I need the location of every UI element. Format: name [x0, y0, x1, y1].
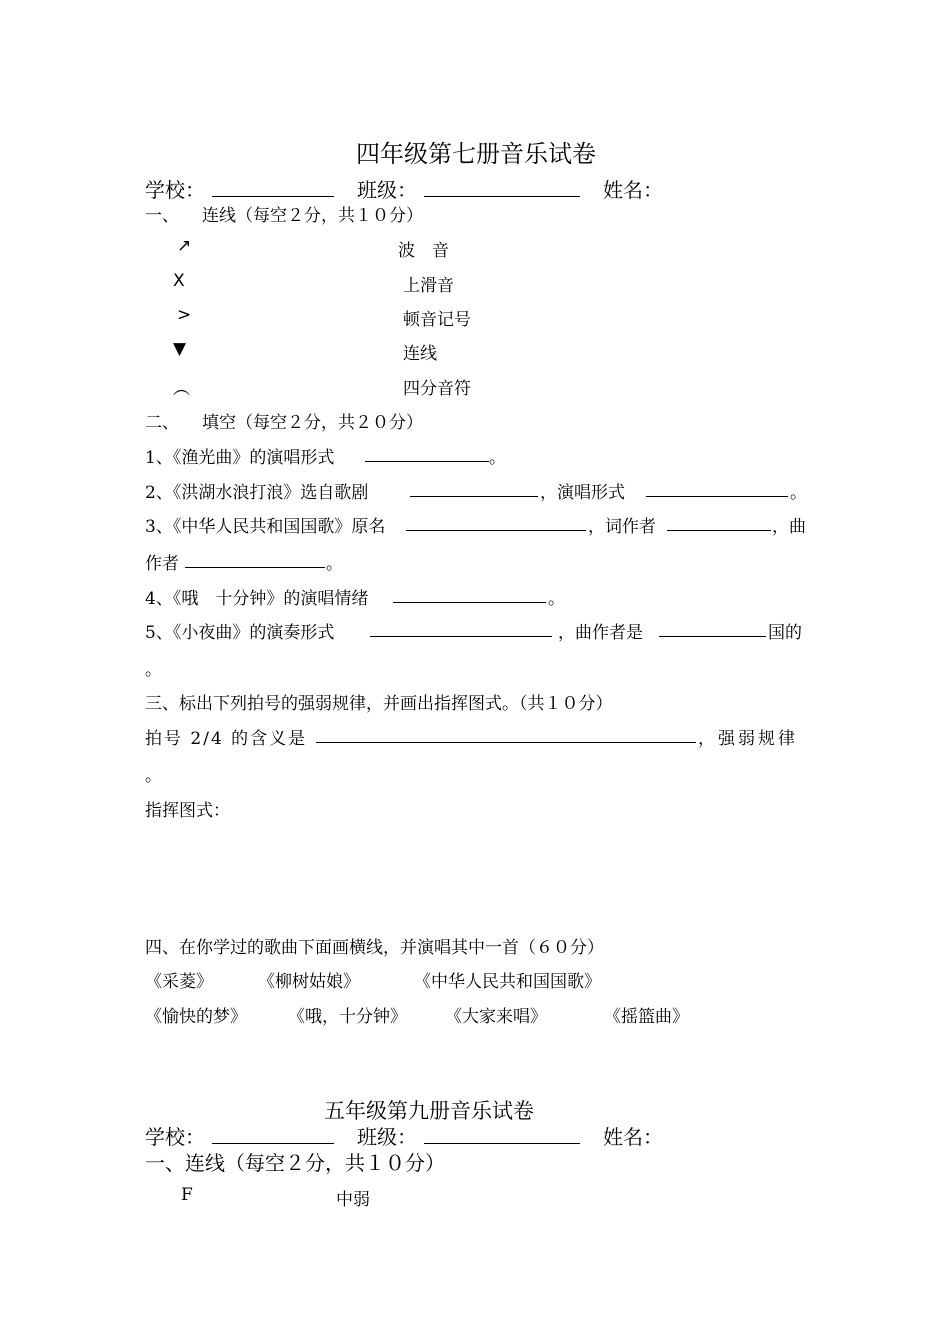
sec3-line1-end: 。	[145, 766, 162, 786]
exam2-sec1-heading: 一、连线（每空２分，共１０分）	[145, 1151, 445, 1175]
class-blank[interactable]	[424, 196, 580, 197]
sec3-line1: 拍号 2/4 的含义是	[145, 729, 308, 749]
exam2-symbol-f: F	[181, 1185, 193, 1205]
sec4-heading: 四、在你学过的歌曲下面画横线，并演唱其中一首（６０分）	[145, 938, 604, 958]
q4-end: 。	[548, 589, 565, 609]
symbol-glissando-up: ↗	[177, 236, 192, 256]
sec3-blank-meaning[interactable]	[316, 742, 696, 743]
sec1-heading: 连线（每空２分，共１０分）	[202, 206, 423, 226]
conducting-diagram-label: 指挥图式：	[145, 801, 230, 821]
term-tie: 连线	[403, 344, 437, 364]
q5-text: 5、《小夜曲》的演奏形式	[145, 623, 335, 643]
q5-mid: ，曲作者是	[558, 623, 643, 643]
sec1-number: 一、	[145, 206, 179, 226]
song-cailing[interactable]: 《采菱》	[145, 972, 213, 992]
term-quarter-note: 四分音符	[403, 379, 471, 399]
exam2-name-label: 姓名：	[603, 1125, 663, 1149]
exam2-title: 五年级第九册音乐试卷	[324, 1099, 534, 1123]
q2-text: 2、《洪湖水浪打浪》选自歌剧	[145, 483, 369, 503]
q3-end: 。	[326, 554, 343, 574]
exam2-class-label: 班级：	[357, 1125, 417, 1149]
q2-end: 。	[790, 483, 807, 503]
q4-text: 4、《哦 十分钟》的演唱情绪	[145, 589, 369, 609]
q1-blank[interactable]	[365, 461, 489, 462]
q1-text: 1、《渔光曲》的演唱形式	[145, 448, 335, 468]
q5-blank-form[interactable]	[370, 636, 552, 637]
song-national-anthem[interactable]: 《中华人民共和国国歌》	[414, 972, 601, 992]
song-dajia-lai-chang[interactable]: 《大家来唱》	[445, 1007, 547, 1027]
sec3-line1-tail: ，强弱规律	[698, 729, 798, 749]
q5-tail: 国的	[768, 623, 802, 643]
q2-blank-opera[interactable]	[410, 496, 538, 497]
symbol-accent: >	[177, 305, 192, 325]
q5-blank-country[interactable]	[659, 636, 766, 637]
q3-blank-original-name[interactable]	[406, 530, 586, 531]
exam1-title: 四年级第七册音乐试卷	[356, 140, 596, 168]
symbol-staccatissimo: ▼	[173, 339, 187, 359]
school-blank[interactable]	[212, 196, 334, 197]
q1-end: 。	[489, 448, 506, 468]
q3-mid: ，词作者	[588, 517, 656, 537]
sec3-heading: 三、标出下列拍号的强弱规律，并画出指挥图式。（共１０分）	[145, 694, 613, 714]
song-liushu-guniang[interactable]: 《柳树姑娘》	[258, 972, 360, 992]
term-staccato: 顿音记号	[403, 310, 471, 330]
q3-text: 3、《中华人民共和国国歌》原名	[145, 517, 386, 537]
name-label: 姓名：	[603, 178, 663, 202]
symbol-slur: ︵	[173, 379, 190, 399]
q3-blank-lyricist[interactable]	[667, 530, 771, 531]
q3-blank-composer[interactable]	[185, 567, 325, 568]
class-label: 班级：	[357, 178, 417, 202]
term-mordent: 波 音	[398, 241, 449, 261]
q3-line2: 作者	[145, 554, 179, 574]
q4-blank[interactable]	[393, 602, 546, 603]
exam2-school-blank[interactable]	[212, 1143, 334, 1144]
sec2-heading: 填空（每空２分，共２０分）	[202, 413, 423, 433]
exam2-class-blank[interactable]	[424, 1143, 580, 1144]
exam2-school-label: 学校：	[145, 1125, 205, 1149]
q3-tail: ，曲	[772, 517, 806, 537]
q2-mid: ，演唱形式	[540, 483, 625, 503]
school-label: 学校：	[145, 178, 205, 202]
conducting-diagram-area[interactable]	[145, 822, 805, 922]
sec2-number: 二、	[145, 413, 179, 433]
symbol-x-notehead: X	[173, 271, 185, 291]
song-o-shi-fenzhong[interactable]: 《哦，十分钟》	[288, 1007, 407, 1027]
q2-blank-form[interactable]	[646, 496, 788, 497]
q5-end: 。	[145, 660, 162, 680]
song-yukuai-de-meng[interactable]: 《愉快的梦》	[145, 1007, 247, 1027]
song-yaolan-qu[interactable]: 《摇篮曲》	[604, 1007, 689, 1027]
term-glide-up: 上滑音	[403, 276, 454, 296]
exam2-term-mezzo-piano: 中弱	[336, 1190, 370, 1210]
